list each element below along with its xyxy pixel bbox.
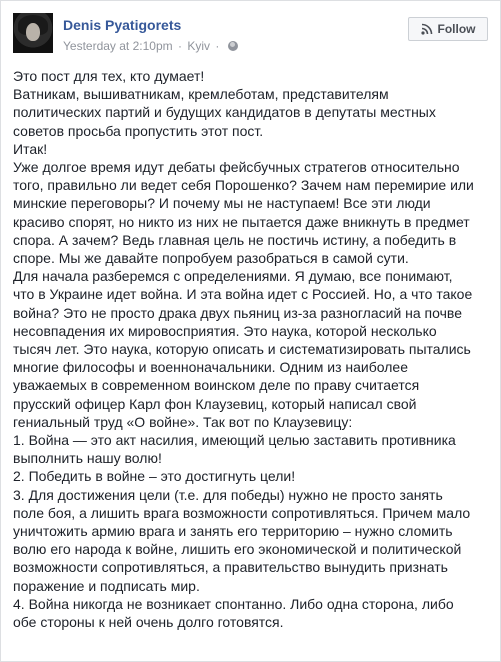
post-text-line: минские переговоры? И почему мы не наступаем! Все эти люди bbox=[13, 195, 431, 212]
post-text-line: 3. Для достижения цели (т.е. для победы) нужно не просто занять bbox=[13, 486, 443, 503]
post-text-line: несовпадения их мировосприятия. Это наука, которой несколько bbox=[13, 322, 437, 339]
post-text-line: многие философы и военноначальники. Одним из наиболее bbox=[13, 359, 408, 376]
post-text-line: политических партий и будущих кандидатов в депутаты местных bbox=[13, 104, 436, 121]
post-text-line: споре. Мы же давайте попробуем разобраться в самой сути. bbox=[13, 250, 409, 267]
post-text-line: Итак! bbox=[13, 140, 48, 157]
post-text-line: красиво спорят, но никто из них не пытается даже вникнуть в предмет bbox=[13, 213, 470, 230]
post-timestamp[interactable]: Yesterday at 2:10pm bbox=[63, 39, 173, 53]
post-meta bbox=[63, 39, 238, 53]
meta-separator: · bbox=[177, 39, 182, 53]
author-name[interactable]: Denis Pyatigorets bbox=[63, 17, 182, 33]
post-text-line: война? Это не просто драка двух пьяниц из-за разногласий на почве bbox=[13, 304, 462, 321]
post-text-line: Ватникам, вышиватникам, кремлеботам, представителям bbox=[13, 86, 389, 103]
post-text-line: 2. Победить в войне – это достигнуть цели! bbox=[13, 468, 296, 485]
globe-icon[interactable] bbox=[228, 41, 238, 51]
post-text-line: того, правильно ли ведет себя Порошенко? Зачем нам перемирие или bbox=[13, 177, 474, 194]
post-text-line: поле боя, а лишить врага возможности сопротивляться. Причем мало bbox=[13, 504, 471, 521]
follow-label: Follow bbox=[437, 22, 476, 36]
post-text-line: тысяч лет. Это наука, которую описать и систематизировать пытались bbox=[13, 341, 471, 358]
avatar[interactable] bbox=[13, 13, 53, 53]
post-text bbox=[13, 67, 488, 631]
post-text-line: что в Украине идет война. И эта война идет с Россией. Но, а что такое bbox=[13, 286, 473, 303]
post-text-line: Уже долгое время идут дебаты фейсбучных стратегов относительно bbox=[13, 159, 460, 176]
post-text-line: уничтожить армию врага и занять его территорию – нужно сломить bbox=[13, 523, 453, 540]
follow-button[interactable] bbox=[408, 17, 488, 41]
avatar-face bbox=[26, 23, 40, 41]
post-text-line: советов просьба пропустить этот пост. bbox=[13, 122, 264, 139]
post-text-line: прусский офицер Карл фон Клаузевиц, который написал свой bbox=[13, 395, 417, 412]
post-text-line: спора. А зачем? Ведь главная цель не постичь истину, а победить в bbox=[13, 231, 457, 248]
post-location[interactable]: Kyiv bbox=[187, 39, 210, 53]
post-text-line: возможности сопротивляться, а правительство вынудить признать bbox=[13, 559, 448, 576]
rss-icon bbox=[421, 23, 433, 35]
post-text-line: волю его народа к войне, лишить его экономической и политической bbox=[13, 541, 462, 558]
post-text-line: уважаемых в современном воинском деле по праву считается bbox=[13, 377, 420, 394]
post-text-line: Для начала разберемся с определениями. Я думаю, все понимают, bbox=[13, 268, 453, 285]
post-text-line: выполнить нашу волю! bbox=[13, 450, 162, 467]
post-text-line: обе стороны к ней очень долго готовятся. bbox=[13, 614, 284, 631]
post-text-line: Это пост для тех, кто думает! bbox=[13, 68, 205, 84]
meta-separator-2: · bbox=[215, 39, 220, 53]
post-text-line: 1. Война — это акт насилия, имеющий целью заставить противника bbox=[13, 432, 456, 449]
post-text-line: 4. Война никогда не возникает спонтанно. Либо одна сторона, либо bbox=[13, 595, 454, 612]
post-header bbox=[13, 13, 488, 57]
post-text-line: гениальный труд «О войне». Так вот по Клаузевицу: bbox=[13, 413, 353, 430]
post-text-line: поражение и подписать мир. bbox=[13, 577, 200, 594]
